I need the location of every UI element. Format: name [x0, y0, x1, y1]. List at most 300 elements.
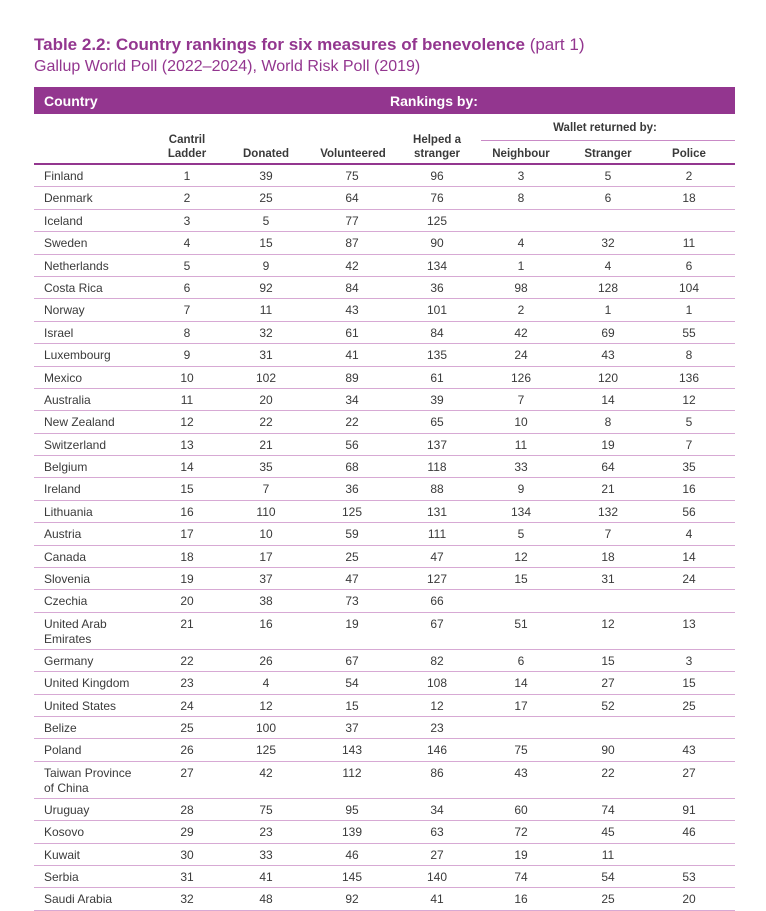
- rank-cell: 15: [601, 653, 615, 668]
- rank-cell: 110: [256, 504, 276, 519]
- rank-cell: 45: [601, 825, 615, 840]
- rank-cell: 88: [430, 482, 444, 497]
- table-row: [34, 299, 735, 321]
- rank-cell: 9: [517, 482, 525, 497]
- country-name: United Arab Emirates: [44, 616, 107, 646]
- rank-cell: 24: [514, 348, 528, 363]
- rank-cell: 35: [259, 460, 273, 475]
- rank-cell: 22: [601, 765, 615, 780]
- rank-cell: 21: [259, 437, 273, 452]
- rank-cell: 56: [682, 504, 696, 519]
- country-name: Belgium: [44, 460, 88, 475]
- rank-cell: 1: [183, 169, 191, 183]
- rank-cell: 11: [601, 847, 615, 862]
- rank-cell: 54: [345, 676, 359, 691]
- rank-cell: 41: [345, 348, 359, 363]
- rank-cell: 125: [341, 504, 363, 519]
- rank-cell: 7: [183, 303, 191, 318]
- rank-cell: 11: [259, 303, 273, 318]
- rank-cell: 8: [685, 348, 693, 363]
- rank-cell: 69: [601, 325, 615, 340]
- rank-cell: 52: [601, 698, 615, 713]
- rank-cell: 104: [678, 280, 700, 295]
- rank-cell: 16: [682, 482, 696, 497]
- rank-cell: 139: [341, 825, 363, 840]
- table-row: [34, 232, 735, 254]
- rank-cell: 25: [601, 892, 615, 907]
- rank-cell: 11: [514, 437, 528, 452]
- table-title-main: Table 2.2: Country rankings for six measures of benevolence: [34, 35, 525, 54]
- rank-cell: 27: [180, 765, 194, 780]
- wallet-header-rule: [481, 140, 735, 141]
- table-row: [34, 799, 735, 821]
- rank-cell: 143: [341, 743, 363, 758]
- rank-cell: 32: [601, 236, 615, 251]
- table-row: [34, 389, 735, 411]
- rank-cell: 135: [426, 348, 448, 363]
- country-name: Kuwait: [44, 847, 81, 862]
- rank-cell: 14: [514, 676, 528, 691]
- column-header-line1: Cantril: [168, 134, 206, 146]
- rank-cell: 95: [345, 802, 359, 817]
- table-row: [34, 434, 735, 456]
- rank-cell: 10: [259, 527, 273, 542]
- country-name: Sweden: [44, 236, 88, 251]
- table-row: [34, 501, 735, 523]
- column-header-line1: Helped a: [413, 134, 461, 146]
- country-name: Slovenia: [44, 572, 91, 587]
- country-name: Netherlands: [44, 258, 109, 273]
- rank-cell: 5: [517, 527, 525, 542]
- rank-cell: 64: [601, 460, 615, 475]
- rank-cell: 31: [601, 572, 615, 587]
- rank-cell: 77: [345, 213, 359, 228]
- rank-cell: 46: [345, 847, 359, 862]
- rank-cell: 9: [183, 348, 191, 363]
- rank-cell: 76: [430, 191, 444, 206]
- rank-cell: 34: [345, 392, 359, 407]
- country-name: New Zealand: [44, 415, 115, 430]
- rank-cell: 74: [514, 869, 528, 884]
- column-header-line2: Volunteered: [320, 148, 386, 160]
- rank-cell: 134: [426, 258, 448, 273]
- table-row: [34, 322, 735, 344]
- rank-cell: 108: [426, 676, 448, 691]
- rank-cell: 59: [345, 527, 359, 542]
- rank-cell: 89: [345, 370, 359, 385]
- table-row: [34, 210, 735, 232]
- rank-cell: 20: [259, 392, 273, 407]
- rank-cell: 32: [180, 892, 194, 907]
- rank-cell: 74: [601, 802, 615, 817]
- column-subheaders: [0, 0, 766, 165]
- rank-cell: 53: [682, 869, 696, 884]
- rank-cell: 90: [601, 743, 615, 758]
- rank-cell: 75: [345, 169, 359, 183]
- table-row: [34, 762, 735, 799]
- country-name: Serbia: [44, 869, 79, 884]
- rank-cell: 23: [259, 825, 273, 840]
- rank-cell: 39: [430, 392, 444, 407]
- rank-cell: 12: [601, 616, 615, 631]
- rank-cell: 16: [259, 616, 273, 631]
- country-name: Uruguay: [44, 802, 90, 817]
- country-name: Switzerland: [44, 437, 107, 452]
- rank-cell: 47: [430, 549, 444, 564]
- rank-cell: 31: [180, 869, 194, 884]
- rank-cell: 128: [597, 280, 619, 295]
- table-row: [34, 523, 735, 545]
- rank-cell: 32: [259, 325, 273, 340]
- rank-cell: 25: [682, 698, 696, 713]
- rank-cell: 31: [259, 348, 273, 363]
- rank-cell: 7: [604, 527, 612, 542]
- rank-cell: 14: [682, 549, 696, 564]
- rank-cell: 43: [345, 303, 359, 318]
- rank-cell: 7: [517, 392, 525, 407]
- rank-cell: 127: [426, 572, 448, 587]
- rank-cell: 17: [514, 698, 528, 713]
- rank-cell: 41: [259, 869, 273, 884]
- rank-cell: 3: [517, 169, 525, 183]
- rank-cell: 24: [682, 572, 696, 587]
- rank-cell: 91: [682, 802, 696, 817]
- rank-cell: 37: [345, 720, 359, 735]
- rank-cell: 18: [601, 549, 615, 564]
- rank-cell: 30: [180, 847, 194, 862]
- rank-cell: 42: [259, 765, 273, 780]
- rank-cell: 16: [180, 504, 194, 519]
- rank-cell: 28: [180, 802, 194, 817]
- rank-cell: 67: [430, 616, 444, 631]
- rank-cell: 102: [255, 370, 277, 385]
- rank-cell: 101: [426, 303, 448, 318]
- country-name: Kosovo: [44, 825, 85, 840]
- rank-cell: 12: [682, 392, 696, 407]
- country-name: Lithuania: [44, 504, 93, 519]
- rank-cell: 87: [345, 236, 359, 251]
- table-row: [34, 650, 735, 672]
- rank-cell: 11: [180, 392, 194, 407]
- rank-cell: 35: [682, 460, 696, 475]
- country-name: Norway: [44, 303, 85, 318]
- rank-cell: 5: [685, 415, 693, 430]
- column-header-neighbour: [482, 147, 560, 161]
- rank-cell: 4: [517, 236, 525, 251]
- rank-cell: 4: [685, 527, 693, 542]
- rank-cell: 6: [517, 653, 525, 668]
- rank-cell: 66: [430, 594, 444, 609]
- rank-cell: 98: [514, 280, 528, 295]
- rank-cell: 4: [183, 236, 191, 251]
- country-name: Mexico: [44, 370, 83, 385]
- rank-cell: 63: [430, 825, 444, 840]
- rank-cell: 131: [426, 504, 448, 519]
- country-name: Canada: [44, 549, 87, 564]
- rank-cell: 111: [427, 527, 447, 542]
- rank-cell: 21: [601, 482, 615, 497]
- rank-cell: 15: [345, 698, 359, 713]
- table-row: [34, 411, 735, 433]
- rank-cell: 15: [682, 676, 696, 691]
- rank-cell: 8: [604, 415, 612, 430]
- country-name: Costa Rica: [44, 280, 103, 295]
- rank-cell: 136: [678, 370, 700, 385]
- country-name: Iceland: [44, 213, 83, 228]
- table-row: [34, 277, 735, 299]
- rank-cell: 24: [180, 698, 194, 713]
- rank-cell: 68: [345, 460, 359, 475]
- rank-cell: 42: [514, 325, 528, 340]
- rank-cell: 56: [345, 437, 359, 452]
- rank-cell: 39: [259, 169, 273, 183]
- rank-cell: 38: [259, 594, 273, 609]
- rank-cell: 42: [345, 258, 359, 273]
- rank-cell: 43: [514, 765, 528, 780]
- rank-cell: 27: [682, 765, 696, 780]
- column-header-volunteered: [311, 147, 395, 161]
- table-row: [34, 613, 735, 650]
- country-name: Australia: [44, 392, 91, 407]
- country-name: Taiwan Province of China: [44, 765, 132, 795]
- rank-cell: 73: [345, 594, 359, 609]
- rank-cell: 12: [430, 698, 444, 713]
- rank-cell: 12: [180, 415, 194, 430]
- country-column-header: Country: [44, 93, 98, 109]
- table-row: [34, 717, 735, 739]
- table-row: [34, 187, 735, 209]
- rank-cell: 126: [510, 370, 532, 385]
- rank-cell: 92: [345, 892, 359, 907]
- rank-cell: 137: [426, 437, 448, 452]
- column-header-police: [654, 147, 724, 161]
- rank-cell: 23: [180, 676, 194, 691]
- rank-cell: 19: [514, 847, 528, 862]
- rank-cell: 1: [604, 303, 612, 318]
- rank-cell: 18: [682, 191, 696, 206]
- table-row: [34, 821, 735, 843]
- column-header-line2: Ladder: [167, 148, 207, 160]
- country-name: Belize: [44, 720, 77, 735]
- rank-cell: 20: [682, 892, 696, 907]
- rank-cell: 19: [180, 572, 194, 587]
- rank-cell: 61: [345, 325, 359, 340]
- rank-cell: 41: [430, 892, 444, 907]
- wallet-returned-header: Wallet returned by:: [553, 122, 657, 134]
- rank-cell: 118: [427, 460, 447, 475]
- rank-cell: 19: [345, 616, 359, 631]
- rank-cell: 36: [345, 482, 359, 497]
- rank-cell: 48: [259, 892, 273, 907]
- rank-cell: 5: [262, 213, 270, 228]
- rank-cell: 34: [430, 802, 444, 817]
- table-row: [34, 568, 735, 590]
- rank-cell: 146: [426, 743, 448, 758]
- rank-cell: 60: [514, 802, 528, 817]
- rank-cell: 3: [183, 213, 191, 228]
- table-body: [34, 165, 735, 911]
- rank-cell: 17: [180, 527, 194, 542]
- rank-cell: 55: [682, 325, 696, 340]
- rank-cell: 7: [685, 437, 693, 452]
- rank-cell: 4: [604, 258, 612, 273]
- table-row: [34, 590, 735, 612]
- rank-cell: 15: [180, 482, 194, 497]
- rank-cell: 25: [345, 549, 359, 564]
- rank-cell: 25: [180, 720, 194, 735]
- rank-cell: 14: [601, 392, 615, 407]
- table-row: [34, 367, 735, 389]
- rank-cell: 47: [345, 572, 359, 587]
- rank-cell: 90: [430, 236, 444, 251]
- table-row: [34, 866, 735, 888]
- rank-cell: 8: [517, 191, 525, 206]
- column-header-line2: Stranger: [584, 148, 632, 160]
- country-name: United Kingdom: [44, 676, 130, 691]
- table-row: [34, 695, 735, 717]
- rank-cell: 43: [601, 348, 615, 363]
- rank-cell: 23: [430, 720, 444, 735]
- column-header-line2: Police: [672, 148, 706, 160]
- rank-cell: 54: [601, 869, 615, 884]
- rank-cell: 6: [604, 191, 612, 206]
- rank-cell: 43: [682, 743, 696, 758]
- rank-cell: 92: [259, 280, 273, 295]
- country-name: United States: [44, 698, 117, 713]
- table-row: [34, 844, 735, 866]
- rankings-by-header: Rankings by:: [390, 93, 478, 109]
- rank-cell: 125: [426, 213, 448, 228]
- table-row: [34, 456, 735, 478]
- table-row: [34, 888, 735, 910]
- rank-cell: 33: [259, 847, 273, 862]
- rank-cell: 12: [514, 549, 528, 564]
- rank-cell: 75: [514, 743, 528, 758]
- rank-cell: 64: [345, 191, 359, 206]
- table-row: [34, 255, 735, 277]
- rank-cell: 20: [180, 594, 194, 609]
- column-header-cantril: [152, 133, 222, 161]
- rank-cell: 12: [259, 698, 273, 713]
- country-name: Austria: [44, 527, 82, 542]
- table-row: [34, 672, 735, 694]
- table-row: [34, 739, 735, 761]
- rank-cell: 96: [430, 169, 444, 183]
- country-name: Ireland: [44, 482, 81, 497]
- rank-cell: 125: [255, 743, 277, 758]
- rank-cell: 46: [682, 825, 696, 840]
- rank-cell: 25: [259, 191, 273, 206]
- rank-cell: 82: [430, 653, 444, 668]
- rank-cell: 37: [259, 572, 273, 587]
- rank-cell: 22: [259, 415, 273, 430]
- rank-cell: 7: [262, 482, 270, 497]
- table-row: [34, 546, 735, 568]
- column-header-line2: stranger: [413, 148, 461, 160]
- rank-cell: 29: [180, 825, 194, 840]
- rank-cell: 2: [685, 169, 693, 183]
- country-name: Saudi Arabia: [44, 892, 113, 907]
- rank-cell: 21: [180, 616, 194, 631]
- rank-cell: 100: [255, 720, 277, 735]
- column-header-stranger: [573, 147, 643, 161]
- rank-cell: 1: [685, 303, 693, 318]
- rank-cell: 10: [180, 370, 194, 385]
- table-subtitle: Gallup World Poll (2022–2024), World Risk Poll (2019): [34, 58, 421, 75]
- rank-cell: 112: [342, 765, 362, 780]
- rank-cell: 84: [345, 280, 359, 295]
- rank-cell: 26: [259, 653, 273, 668]
- rank-cell: 17: [259, 549, 273, 564]
- country-name: Denmark: [44, 191, 93, 206]
- rank-cell: 2: [517, 303, 525, 318]
- rank-cell: 84: [430, 325, 444, 340]
- rank-cell: 145: [341, 869, 363, 884]
- table-row: [34, 344, 735, 366]
- rank-cell: 65: [430, 415, 444, 430]
- rank-cell: 27: [430, 847, 444, 862]
- column-header-helped-stranger: [402, 133, 472, 161]
- rank-cell: 86: [430, 765, 444, 780]
- country-name: Poland: [44, 743, 82, 758]
- rank-cell: 16: [514, 892, 528, 907]
- rank-cell: 4: [262, 676, 270, 691]
- table-title-part: (part 1): [529, 35, 585, 54]
- rank-cell: 3: [685, 653, 693, 668]
- rank-cell: 9: [262, 258, 270, 273]
- rank-cell: 72: [514, 825, 528, 840]
- rank-cell: 33: [514, 460, 528, 475]
- rank-cell: 13: [180, 437, 194, 452]
- rank-cell: 15: [259, 236, 273, 251]
- rank-cell: 75: [259, 802, 273, 817]
- rank-cell: 134: [510, 504, 532, 519]
- table-row: [34, 165, 735, 187]
- rank-cell: 2: [183, 191, 191, 206]
- rank-cell: 132: [597, 504, 619, 519]
- rank-cell: 22: [345, 415, 359, 430]
- column-header-donated: [231, 147, 301, 161]
- country-name: Luxembourg: [44, 348, 111, 363]
- rank-cell: 11: [682, 236, 696, 251]
- rank-cell: 6: [685, 258, 693, 273]
- rank-cell: 27: [601, 676, 615, 691]
- rank-cell: 36: [430, 280, 444, 295]
- country-name: Israel: [44, 325, 74, 340]
- rank-cell: 1: [517, 258, 525, 273]
- rank-cell: 22: [180, 653, 194, 668]
- rank-cell: 5: [604, 169, 612, 183]
- table-row: [34, 478, 735, 500]
- column-header-line2: Donated: [243, 148, 289, 160]
- rank-cell: 26: [180, 743, 194, 758]
- rank-cell: 8: [183, 325, 191, 340]
- country-name: Germany: [44, 653, 94, 668]
- country-name: Finland: [44, 169, 84, 183]
- rank-cell: 61: [430, 370, 444, 385]
- country-name: Czechia: [44, 594, 88, 609]
- rank-cell: 67: [345, 653, 359, 668]
- rank-cell: 120: [597, 370, 619, 385]
- rank-cell: 19: [601, 437, 615, 452]
- rank-cell: 13: [682, 616, 696, 631]
- rank-cell: 14: [180, 460, 194, 475]
- rank-cell: 18: [180, 549, 194, 564]
- rank-cell: 15: [514, 572, 528, 587]
- column-header-line2: Neighbour: [492, 148, 550, 160]
- rank-cell: 6: [183, 280, 191, 295]
- rank-cell: 140: [426, 869, 448, 884]
